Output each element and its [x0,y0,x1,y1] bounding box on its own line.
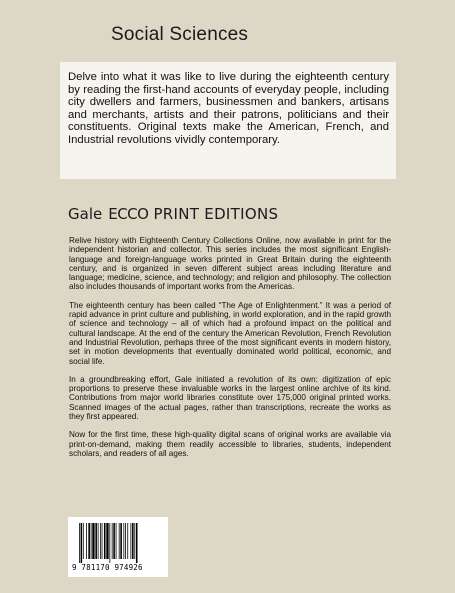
paragraph-3: In a groundbreaking effort, Gale initiated a revolution of its own: digitization of epic proportions to preserve these invaluable works in the largest online archive of its kind. Contributions from major world libraries constitute over 175,000 original printed works. Scanned images of the actual pages, rather than transcriptions, recreate the works as they first appeared. [69,374,391,422]
logo-print-editions-text: PRINT EDITIONS [153,205,279,223]
description-box [60,62,396,179]
section-title: Social Sciences [111,24,249,45]
description-text: Delve into what it was like to live during the eighteenth century by reading the first-hand accounts of everyday people, including city dwellers and farmers, businessmen and bankers, artisans and merchants, artists and their patrons, politicians and their constituents. Original texts make the American, French, and Industrial revolutions vividly contemporary. [68,71,389,146]
paragraph-2: The eighteenth century has been called “The Age of Enlightenment.” It was a period of rapid advance in print culture and publishing, in world exploration, and in the rapid growth of science and technology – all of which had a profound impact on the political and cultural landscape. At the end of the century the American Revolution, French Revolution and Industrial Revolution, perhaps three of the most significant events in modern history, set in motion developments that eventually dominated world political, economic, and social life. [69,300,391,366]
body-text [69,236,391,467]
logo-ecco-text: ECCO [108,205,149,223]
gale-ecco-logo [68,203,278,225]
barcode-number: 9 781170 974926 [72,563,143,572]
paragraph-1: Relive history with Eighteenth Century Collections Online, now available in print for the independent historian and collector. This series includes the most significant English-language and foreign-language works printed in Great Britain during the eighteenth century, and is organized in seven different subject areas including literature and language; medicine, science, and technology; and religion and philosophy. The collection also includes thousands of important works from the Americas. [69,236,391,292]
barcode-icon [79,523,159,563]
barcode-box [68,517,168,577]
logo-gale-text: Gale [68,205,103,223]
paragraph-4: Now for the first time, these high-quality digital scans of original works are available via print-on-demand, making them readily accessible to libraries, students, independent scholars, and readers of all ages. [69,430,391,458]
